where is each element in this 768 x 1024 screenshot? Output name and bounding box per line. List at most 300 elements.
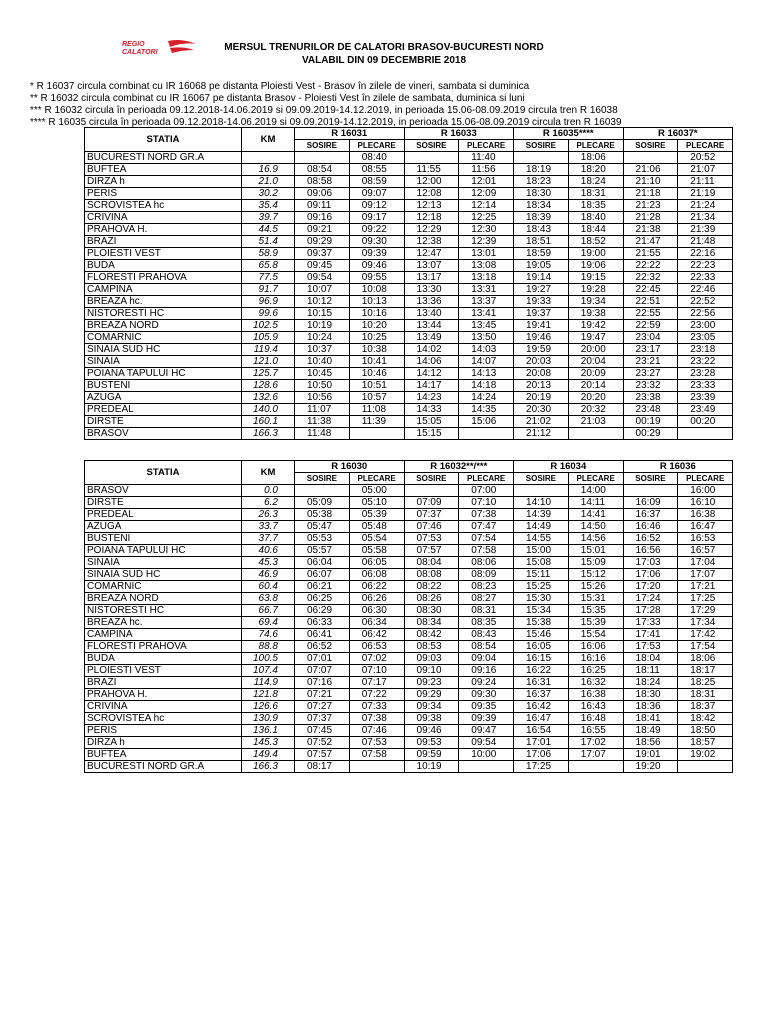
km-value: 100.5 bbox=[242, 653, 295, 665]
km-value: 58.9 bbox=[242, 248, 295, 260]
departure-time: 20:32 bbox=[568, 404, 623, 416]
arrival-time: 21:06 bbox=[623, 164, 678, 176]
departure-time: 18:37 bbox=[678, 701, 733, 713]
station-name: BUSTENI bbox=[85, 380, 242, 392]
arrival-time: 18:04 bbox=[623, 653, 678, 665]
arrival-time: 15:11 bbox=[514, 569, 569, 581]
departure-time: 23:22 bbox=[678, 356, 733, 368]
arrival-time: 09:34 bbox=[404, 701, 459, 713]
svg-text:CALATORI: CALATORI bbox=[122, 49, 158, 56]
arrival-time: 21:55 bbox=[623, 248, 678, 260]
station-name: COMARNIC bbox=[85, 581, 242, 593]
table-row bbox=[85, 320, 733, 332]
departure-time: 16:38 bbox=[678, 509, 733, 521]
departure-time: 06:08 bbox=[349, 569, 404, 581]
arrival-time bbox=[404, 152, 459, 164]
train-header: R 16036 bbox=[623, 461, 733, 473]
departure-time: 10:38 bbox=[349, 344, 404, 356]
arrival-time: 15:38 bbox=[514, 617, 569, 629]
arrival-time: 13:49 bbox=[404, 332, 459, 344]
departure-time: 07:54 bbox=[459, 533, 514, 545]
arrival-header: SOSIRE bbox=[623, 473, 678, 485]
departure-time: 17:07 bbox=[678, 569, 733, 581]
departure-time: 18:31 bbox=[568, 188, 623, 200]
arrival-time: 07:53 bbox=[404, 533, 459, 545]
arrival-time: 08:04 bbox=[404, 557, 459, 569]
station-name: BUFTEA bbox=[85, 749, 242, 761]
departure-time: 10:16 bbox=[349, 308, 404, 320]
departure-time: 07:17 bbox=[349, 677, 404, 689]
arrival-time: 08:30 bbox=[404, 605, 459, 617]
arrival-time: 15:00 bbox=[514, 545, 569, 557]
arrival-time: 08:34 bbox=[404, 617, 459, 629]
station-name: FLORESTI PRAHOVA bbox=[85, 272, 242, 284]
station-name: AZUGA bbox=[85, 521, 242, 533]
arrival-time: 09:37 bbox=[295, 248, 350, 260]
arrival-time: 14:33 bbox=[404, 404, 459, 416]
departure-time: 19:02 bbox=[678, 749, 733, 761]
departure-time: 13:41 bbox=[459, 308, 514, 320]
departure-time: 16:16 bbox=[568, 653, 623, 665]
departure-time: 19:28 bbox=[568, 284, 623, 296]
departure-time: 08:06 bbox=[459, 557, 514, 569]
arrival-time: 19:33 bbox=[514, 296, 569, 308]
departure-time: 14:13 bbox=[459, 368, 514, 380]
arrival-time: 14:49 bbox=[514, 521, 569, 533]
departure-time: 08:59 bbox=[349, 176, 404, 188]
departure-time: 11:56 bbox=[459, 164, 514, 176]
departure-time: 18:20 bbox=[568, 164, 623, 176]
departure-time: 17:54 bbox=[678, 641, 733, 653]
departure-time: 18:31 bbox=[678, 689, 733, 701]
arrival-time: 06:41 bbox=[295, 629, 350, 641]
arrival-time: 12:00 bbox=[404, 176, 459, 188]
arrival-time: 16:09 bbox=[623, 497, 678, 509]
arrival-time: 17:24 bbox=[623, 593, 678, 605]
departure-time: 13:31 bbox=[459, 284, 514, 296]
km-value: 99.6 bbox=[242, 308, 295, 320]
departure-time: 23:39 bbox=[678, 392, 733, 404]
departure-time: 14:00 bbox=[568, 485, 623, 497]
arrival-time bbox=[404, 485, 459, 497]
arrival-time: 16:37 bbox=[623, 509, 678, 521]
departure-header: PLECARE bbox=[568, 473, 623, 485]
station-name: PREDEAL bbox=[85, 509, 242, 521]
arrival-time bbox=[295, 152, 350, 164]
arrival-time: 08:22 bbox=[404, 581, 459, 593]
arrival-time: 16:05 bbox=[514, 641, 569, 653]
departure-time: 20:09 bbox=[568, 368, 623, 380]
departure-time: 21:34 bbox=[678, 212, 733, 224]
arrival-time bbox=[623, 485, 678, 497]
arrival-time: 06:07 bbox=[295, 569, 350, 581]
departure-time: 07:46 bbox=[349, 725, 404, 737]
departure-time: 06:05 bbox=[349, 557, 404, 569]
arrival-time: 14:06 bbox=[404, 356, 459, 368]
departure-time: 23:00 bbox=[678, 320, 733, 332]
table-row bbox=[85, 416, 733, 428]
arrival-time: 09:29 bbox=[295, 236, 350, 248]
arrival-time: 09:11 bbox=[295, 200, 350, 212]
arrival-time: 09:06 bbox=[295, 188, 350, 200]
arrival-time: 07:09 bbox=[404, 497, 459, 509]
departure-time: 10:20 bbox=[349, 320, 404, 332]
departure-time: 06:53 bbox=[349, 641, 404, 653]
station-name: CRIVINA bbox=[85, 212, 242, 224]
arrival-time: 15:25 bbox=[514, 581, 569, 593]
arrival-time: 16:46 bbox=[623, 521, 678, 533]
departure-time: 08:31 bbox=[459, 605, 514, 617]
departure-time: 13:50 bbox=[459, 332, 514, 344]
train-header: R 16037* bbox=[623, 128, 733, 140]
arrival-time: 19:01 bbox=[623, 749, 678, 761]
departure-time: 08:35 bbox=[459, 617, 514, 629]
arrival-time: 18:43 bbox=[514, 224, 569, 236]
departure-time: 14:56 bbox=[568, 533, 623, 545]
departure-time: 18:50 bbox=[678, 725, 733, 737]
arrival-time: 07:01 bbox=[295, 653, 350, 665]
table-row bbox=[85, 569, 733, 581]
departure-time: 16:47 bbox=[678, 521, 733, 533]
arrival-time: 17:33 bbox=[623, 617, 678, 629]
departure-time: 17:04 bbox=[678, 557, 733, 569]
arrival-time: 16:42 bbox=[514, 701, 569, 713]
departure-time: 22:52 bbox=[678, 296, 733, 308]
departure-time: 18:06 bbox=[678, 653, 733, 665]
departure-time: 18:17 bbox=[678, 665, 733, 677]
departure-time: 07:10 bbox=[349, 665, 404, 677]
arrival-time: 16:54 bbox=[514, 725, 569, 737]
departure-header: PLECARE bbox=[349, 473, 404, 485]
station-name: NISTORESTI HC bbox=[85, 308, 242, 320]
table-row bbox=[85, 653, 733, 665]
departure-time: 23:49 bbox=[678, 404, 733, 416]
km-value: 21.0 bbox=[242, 176, 295, 188]
arrival-time: 21:23 bbox=[623, 200, 678, 212]
departure-time: 09:35 bbox=[459, 701, 514, 713]
arrival-time: 08:54 bbox=[295, 164, 350, 176]
station-name: BUDA bbox=[85, 260, 242, 272]
departure-time: 21:03 bbox=[568, 416, 623, 428]
table-row bbox=[85, 725, 733, 737]
arrival-time: 10:07 bbox=[295, 284, 350, 296]
departure-time: 23:33 bbox=[678, 380, 733, 392]
table-row bbox=[85, 713, 733, 725]
arrival-header: SOSIRE bbox=[295, 473, 350, 485]
arrival-header: SOSIRE bbox=[404, 473, 459, 485]
table-row bbox=[85, 224, 733, 236]
departure-time bbox=[568, 761, 623, 773]
departure-time bbox=[459, 761, 514, 773]
arrival-header: SOSIRE bbox=[295, 140, 350, 152]
departure-time: 22:16 bbox=[678, 248, 733, 260]
arrival-time: 09:29 bbox=[404, 689, 459, 701]
departure-time: 08:23 bbox=[459, 581, 514, 593]
departure-time: 18:06 bbox=[568, 152, 623, 164]
table-row bbox=[85, 236, 733, 248]
departure-time: 16:43 bbox=[568, 701, 623, 713]
station-name: SINAIA bbox=[85, 356, 242, 368]
document-title: MERSUL TRENURILOR DE CALATORI BRASOV-BUCURESTI NORD bbox=[224, 42, 544, 53]
departure-time bbox=[568, 428, 623, 440]
departure-time: 14:03 bbox=[459, 344, 514, 356]
km-value: 145.3 bbox=[242, 737, 295, 749]
km-value: 166.3 bbox=[242, 761, 295, 773]
km-value: 74.6 bbox=[242, 629, 295, 641]
table-row bbox=[85, 761, 733, 773]
arrival-time: 13:07 bbox=[404, 260, 459, 272]
departure-time bbox=[349, 761, 404, 773]
departure-time: 19:06 bbox=[568, 260, 623, 272]
arrival-time: 11:48 bbox=[295, 428, 350, 440]
arrival-time: 17:01 bbox=[514, 737, 569, 749]
arrival-time: 15:46 bbox=[514, 629, 569, 641]
departure-time bbox=[459, 428, 514, 440]
km-value: 136.1 bbox=[242, 725, 295, 737]
arrival-time: 07:52 bbox=[295, 737, 350, 749]
arrival-header: SOSIRE bbox=[623, 140, 678, 152]
station-name: BUDA bbox=[85, 653, 242, 665]
arrival-time bbox=[514, 485, 569, 497]
departure-time: 10:25 bbox=[349, 332, 404, 344]
arrival-time: 09:45 bbox=[295, 260, 350, 272]
table-row bbox=[85, 404, 733, 416]
departure-time: 08:27 bbox=[459, 593, 514, 605]
footnote: ** R 16032 circula combinat cu IR 16067 pe distanta Brasov - Ploiesti Vest în zilele de sambata, duminica si luni bbox=[30, 93, 525, 104]
arrival-time: 07:37 bbox=[295, 713, 350, 725]
arrival-time: 12:08 bbox=[404, 188, 459, 200]
station-name: PRAHOVA H. bbox=[85, 224, 242, 236]
departure-time: 05:10 bbox=[349, 497, 404, 509]
arrival-time: 23:38 bbox=[623, 392, 678, 404]
arrival-time: 19:27 bbox=[514, 284, 569, 296]
station-name: COMARNIC bbox=[85, 332, 242, 344]
arrival-time: 21:02 bbox=[514, 416, 569, 428]
departure-time: 07:33 bbox=[349, 701, 404, 713]
station-name: SCROVISTEA hc bbox=[85, 713, 242, 725]
departure-time: 17:07 bbox=[568, 749, 623, 761]
arrival-time: 19:14 bbox=[514, 272, 569, 284]
departure-time: 09:12 bbox=[349, 200, 404, 212]
arrival-time: 17:03 bbox=[623, 557, 678, 569]
departure-time: 12:39 bbox=[459, 236, 514, 248]
departure-time: 10:00 bbox=[459, 749, 514, 761]
km-value: 96.9 bbox=[242, 296, 295, 308]
km-value: 46.9 bbox=[242, 569, 295, 581]
arrival-time: 23:04 bbox=[623, 332, 678, 344]
arrival-time: 20:13 bbox=[514, 380, 569, 392]
arrival-time: 21:12 bbox=[514, 428, 569, 440]
departure-time: 10:51 bbox=[349, 380, 404, 392]
departure-time: 17:21 bbox=[678, 581, 733, 593]
table-row bbox=[85, 521, 733, 533]
departure-time: 15:09 bbox=[568, 557, 623, 569]
arrival-time: 17:25 bbox=[514, 761, 569, 773]
departure-time bbox=[349, 428, 404, 440]
arrival-time: 19:59 bbox=[514, 344, 569, 356]
departure-time: 23:05 bbox=[678, 332, 733, 344]
arrival-time: 11:55 bbox=[404, 164, 459, 176]
departure-time: 14:35 bbox=[459, 404, 514, 416]
km-value: 16.9 bbox=[242, 164, 295, 176]
arrival-time: 14:23 bbox=[404, 392, 459, 404]
table-row bbox=[85, 392, 733, 404]
departure-time: 16:00 bbox=[678, 485, 733, 497]
table-row bbox=[85, 677, 733, 689]
arrival-time: 14:10 bbox=[514, 497, 569, 509]
arrival-time: 07:45 bbox=[295, 725, 350, 737]
arrival-time bbox=[623, 152, 678, 164]
departure-time: 21:39 bbox=[678, 224, 733, 236]
table-row bbox=[85, 308, 733, 320]
departure-time: 16:55 bbox=[568, 725, 623, 737]
train-header: R 16034 bbox=[514, 461, 624, 473]
arrival-time: 21:18 bbox=[623, 188, 678, 200]
arrival-time: 17:53 bbox=[623, 641, 678, 653]
arrival-time: 15:05 bbox=[404, 416, 459, 428]
departure-time: 16:32 bbox=[568, 677, 623, 689]
arrival-time: 08:08 bbox=[404, 569, 459, 581]
table-row bbox=[85, 176, 733, 188]
arrival-time: 14:55 bbox=[514, 533, 569, 545]
departure-time: 09:24 bbox=[459, 677, 514, 689]
km-value: 140.0 bbox=[242, 404, 295, 416]
departure-time bbox=[678, 428, 733, 440]
arrival-time: 14:39 bbox=[514, 509, 569, 521]
arrival-time: 05:47 bbox=[295, 521, 350, 533]
km-value: 166.3 bbox=[242, 428, 295, 440]
station-name: DIRZA h bbox=[85, 176, 242, 188]
departure-time: 07:38 bbox=[349, 713, 404, 725]
departure-time: 22:23 bbox=[678, 260, 733, 272]
departure-time: 15:31 bbox=[568, 593, 623, 605]
table-row bbox=[85, 212, 733, 224]
arrival-time: 10:40 bbox=[295, 356, 350, 368]
departure-time: 09:16 bbox=[459, 665, 514, 677]
arrival-time: 18:49 bbox=[623, 725, 678, 737]
arrival-time: 14:17 bbox=[404, 380, 459, 392]
station-header: STATIA bbox=[85, 128, 242, 152]
arrival-time: 15:30 bbox=[514, 593, 569, 605]
arrival-time: 00:29 bbox=[623, 428, 678, 440]
departure-time: 20:14 bbox=[568, 380, 623, 392]
departure-time: 09:30 bbox=[349, 236, 404, 248]
arrival-time: 23:27 bbox=[623, 368, 678, 380]
departure-time: 09:54 bbox=[459, 737, 514, 749]
departure-time: 08:55 bbox=[349, 164, 404, 176]
departure-time: 12:01 bbox=[459, 176, 514, 188]
station-name: FLORESTI PRAHOVA bbox=[85, 641, 242, 653]
arrival-time: 17:06 bbox=[514, 749, 569, 761]
km-value bbox=[242, 152, 295, 164]
station-name: DIRZA h bbox=[85, 737, 242, 749]
km-value: 37.7 bbox=[242, 533, 295, 545]
arrival-time: 07:37 bbox=[404, 509, 459, 521]
arrival-time: 21:10 bbox=[623, 176, 678, 188]
departure-time: 15:39 bbox=[568, 617, 623, 629]
departure-time: 07:47 bbox=[459, 521, 514, 533]
arrival-time: 20:30 bbox=[514, 404, 569, 416]
departure-time: 18:24 bbox=[568, 176, 623, 188]
validity-subtitle: VALABIL DIN 09 DECEMBRIE 2018 bbox=[301, 55, 467, 66]
station-name: BUFTEA bbox=[85, 164, 242, 176]
departure-time: 15:01 bbox=[568, 545, 623, 557]
departure-time: 14:41 bbox=[568, 509, 623, 521]
departure-time bbox=[678, 761, 733, 773]
departure-time: 09:39 bbox=[459, 713, 514, 725]
departure-time: 10:57 bbox=[349, 392, 404, 404]
departure-time: 17:25 bbox=[678, 593, 733, 605]
table-row bbox=[85, 497, 733, 509]
departure-time: 06:26 bbox=[349, 593, 404, 605]
departure-time: 20:00 bbox=[568, 344, 623, 356]
station-name: AZUGA bbox=[85, 392, 242, 404]
station-name: BUCURESTI NORD GR.A bbox=[85, 761, 242, 773]
arrival-time: 14:02 bbox=[404, 344, 459, 356]
departure-time: 14:18 bbox=[459, 380, 514, 392]
station-name: BREAZA NORD bbox=[85, 320, 242, 332]
departure-time: 07:00 bbox=[459, 485, 514, 497]
departure-time: 20:04 bbox=[568, 356, 623, 368]
arrival-time: 19:05 bbox=[514, 260, 569, 272]
arrival-time: 13:17 bbox=[404, 272, 459, 284]
table-row bbox=[85, 260, 733, 272]
arrival-time: 18:19 bbox=[514, 164, 569, 176]
station-name: SCROVISTEA hc bbox=[85, 200, 242, 212]
departure-time: 16:53 bbox=[678, 533, 733, 545]
arrival-time: 07:21 bbox=[295, 689, 350, 701]
station-header: STATIA bbox=[85, 461, 242, 485]
table-row bbox=[85, 701, 733, 713]
arrival-time: 07:27 bbox=[295, 701, 350, 713]
departure-time: 05:39 bbox=[349, 509, 404, 521]
departure-time: 13:08 bbox=[459, 260, 514, 272]
arrival-time: 06:21 bbox=[295, 581, 350, 593]
departure-time: 15:35 bbox=[568, 605, 623, 617]
train-header: R 16032**/*** bbox=[404, 461, 514, 473]
departure-time: 13:37 bbox=[459, 296, 514, 308]
km-value: 51.4 bbox=[242, 236, 295, 248]
departure-time: 19:42 bbox=[568, 320, 623, 332]
departure-time: 10:46 bbox=[349, 368, 404, 380]
table-row bbox=[85, 509, 733, 521]
km-value: 77.5 bbox=[242, 272, 295, 284]
arrival-time: 09:23 bbox=[404, 677, 459, 689]
km-value: 119.4 bbox=[242, 344, 295, 356]
arrival-time: 10:15 bbox=[295, 308, 350, 320]
table-row bbox=[85, 332, 733, 344]
table-row bbox=[85, 356, 733, 368]
departure-time: 13:45 bbox=[459, 320, 514, 332]
departure-time: 12:25 bbox=[459, 212, 514, 224]
km-value: 125.7 bbox=[242, 368, 295, 380]
km-value: 0.0 bbox=[242, 485, 295, 497]
arrival-time: 20:08 bbox=[514, 368, 569, 380]
km-value: 63.8 bbox=[242, 593, 295, 605]
departure-time: 18:44 bbox=[568, 224, 623, 236]
departure-time: 16:10 bbox=[678, 497, 733, 509]
footnotes bbox=[30, 81, 622, 129]
departure-time: 09:22 bbox=[349, 224, 404, 236]
departure-time: 11:40 bbox=[459, 152, 514, 164]
table-row bbox=[85, 557, 733, 569]
departure-time: 00:20 bbox=[678, 416, 733, 428]
arrival-time: 07:46 bbox=[404, 521, 459, 533]
departure-time: 08:43 bbox=[459, 629, 514, 641]
departure-header: PLECARE bbox=[568, 140, 623, 152]
table-row bbox=[85, 665, 733, 677]
arrival-time: 09:10 bbox=[404, 665, 459, 677]
